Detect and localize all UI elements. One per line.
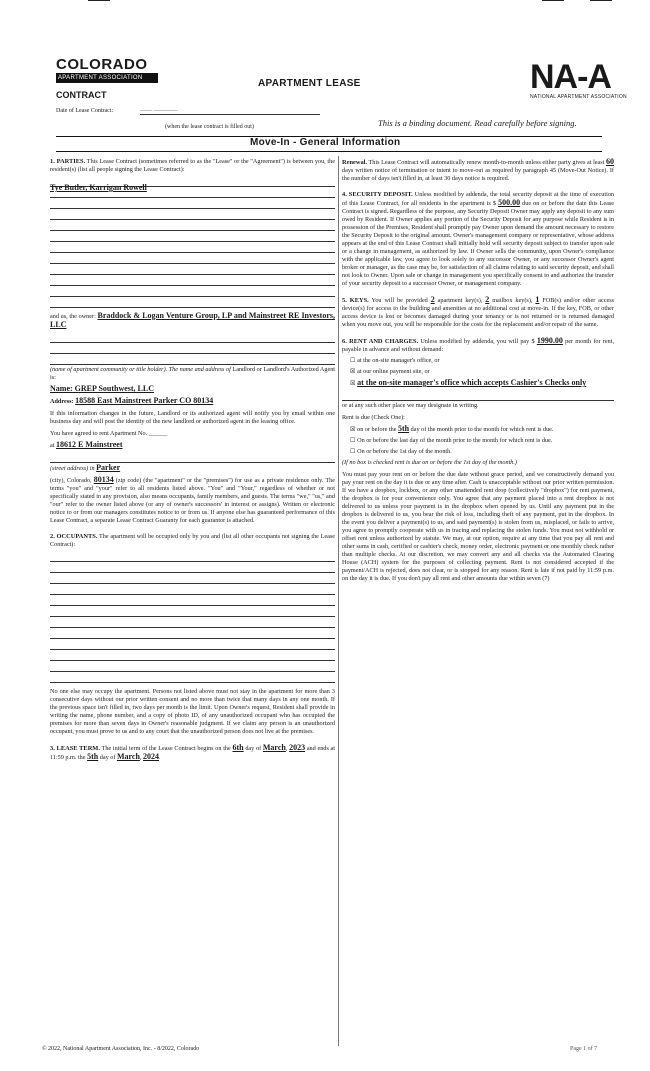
blank-line[interactable] [50,563,335,573]
rent-due-heading: Rent is due (Check One): [342,414,405,421]
blank-line[interactable] [50,221,335,231]
owner-value[interactable]: Braddock & Logan Venture Group, LP and Mainstreet RE Investors, LLC [50,311,335,329]
fob-count[interactable]: 1 [535,295,540,304]
rent-option-3[interactable]: ☒ at the on-site manager's office which accepts Cashier's Checks only [350,378,587,387]
apartment-number-line: You have agreed to rent Apartment No. ______ [50,430,168,437]
column-divider [338,156,339,1046]
rent-heading: 6. RENT AND CHARGES. [342,338,419,345]
occupants-section [50,533,335,549]
blank-line[interactable] [50,232,335,242]
renewal-section: Renewal. This Lease Contract will automatically renew month-to-month unless either party gives at least 60 days written notice of termination or intent to move-out as required by paragraph 45 (Move-Out Notice). If the number of days isn't filled in, at least 30 days notice is required. [342,157,615,182]
top-rule [542,0,564,1]
deposit-heading: 4. SECURITY DEPOSIT. [342,191,413,198]
blank-line[interactable] [50,210,335,220]
deposit-section: 4. SECURITY DEPOSIT. Unless modified by addenda, the total security deposit at the time of execution of this Lease Contract, for all residents in the apartment is $ 500.00 due on or before the date this Lease Contract is signed. Regardless of the purpose, any Security Deposit Owner may apply any deposit to any sum owed by Resident. If Owner applies any portion of the Security Deposit for any purpose while Resident is in possession of the Premises, Resident shall promptly pay Owner upon demand the amount necessary to restore the Security Deposit to the original amount. Owner's management company or representative, whose address appears at the end of this Lease Contract shall initially hold will security deposit subject to transfer upon sale or a change in management, as authorized by law. If Owner sells the community, upon Owner's compliance with the applicable law, you agree to look solely to any successor Owner, or any successor Owner's agent broker or manager, as the case may be, for satisfaction of all claims relating to said security deposit, and shall not look to Owner. Upon sale or change in management you specifically consent to and authorize the transfer of your security deposit to a successor Owner, or management company. [342,191,615,287]
lease-term-section: 3. LEASE TERM. The initial term of the Lease Contract begins on the 6th day of March, 2023 and ends at 11:59 p.m. the 5th day of March, 2024. [50,743,335,761]
rent-body: You must pay your rent on or before the due date without grace period, and we constructively demand you pay your rent on the day it is due or any time after. Cash is unacceptable without our prior written permission. If we have a dropbox, lockbox, or any other unattended rent drop (collectively "dropbox") for rent payment, the dropbox is for your convenience only. You agree that any payment placed into a rent dropbox is not delivered to us unless your payment is in the dropbox when opened by us. Until any payment put in the dropbox is delivered to us, you bear the risk of loss, including theft of any payment, put in the dropbox. In the event you deliver a payment(s) to us, and said payment(s) is stolen from us, misplaced, or fails to arrive, you agree to promptly cooperate with us in tracing and replacing the stolen funds. You must not withhold or offset rent unless authorized by statute. We may, at our option, require at any time that you pay all rent and other sums in cash, certified or cashier's check, money order, electronic payment or one monthly check rather than multiple checks. At our discretion, we may convert any and all checks via the Automated Clearing House (ACH) system for the purposes of collecting payment. Rent is not considered accepted if the payment/ACH is rejected, does not clear, or is stopped for any reason. Rent is late if not paid by 11:59 p.m. on the day it is due. If you don't pay all rent and other amounts due within seven (7) [342,471,614,582]
apartment-keys-count[interactable]: 2 [430,295,435,304]
begin-day[interactable]: 6th [232,743,244,752]
rent-due-option-2[interactable]: ☐ On or before the last day of the month prior to the month for which rent is due. [350,437,553,444]
rent-due-option-3[interactable]: ☐ On or before the 1st day of the month. [350,448,452,455]
section-title: Move-In - General Information [250,137,401,148]
logo-association-bar: APARTMENT ASSOCIATION [56,73,158,83]
blank-line[interactable] [50,355,335,365]
naa-logo: NA-A [530,58,611,96]
change-notice: If this information changes in the future, Landlord or its authorized agent will notify you by email within one business day and will post the identity of the new landlord or authorized agent in the leasing office. [50,410,335,425]
blank-line[interactable] [50,651,335,661]
rent-due-note: (If no box is checked rent is due on or before the 1st day of the month.) [342,459,517,466]
rent-option-tail: or at any such other place we may designate in writing. [342,402,479,409]
blank-line[interactable] [50,333,335,343]
parties-heading: 1. PARTIES. [50,158,86,165]
mailbox-keys-count[interactable]: 2 [485,295,490,304]
footer-copyright: © 2022, National Apartment Association, Inc. - 8/2022, Colorado [42,1046,200,1052]
binding-notice: This is a binding document. Read carefully before signing. [378,118,577,128]
blank-line[interactable] [50,552,335,562]
end-month[interactable]: March [116,752,140,761]
occupants-rule: No one else may occupy the apartment. Persons not listed above must not stay in the apartment for more than 3 consecutive days without our prior written consent and no more than twice that many days in any one month. If the previous space isn't filled in, two days per month is the limit. Upon Owner's request, Resident shall provide in writing the name, phone number, and a copy of photo ID, of any unauthorized occupant who has occupied the premises for more than seven days in Owner's reasonable judgment. If we claim any person is an unauthorized occupant, you must prove to us and to any court that the unauthorized person does not live at the premises. [50,688,335,735]
blank-line[interactable] [50,662,335,672]
keys-section: 5. KEYS. You will be provided 2 apartment key(s), 2 mailbox key(s), 1 FOB(s) and/or other access device(s) for access to the building and amenities at no additional cost at move-in. If the key, FOB, or other access device is lost or becomes damaged during your tenancy or is not returned or is returned damaged when you move out, you will be responsible for the costs for the replacement and/or repair of the same. [342,295,615,328]
rent-due-option-1[interactable]: ☒ on or before the 5th day of the month prior to the month for which rent is due. [350,424,554,433]
end-day[interactable]: 5th [87,752,99,761]
parties-text: This Lease Contract (sometimes referred to as the "Lease" or the "Agreement") is between you, the resident(s) (list all people signing the Lease Contract): [50,158,335,173]
blank-line[interactable] [342,391,614,401]
renewal-heading: Renewal. [342,159,368,166]
blank-line[interactable] [50,673,335,683]
logo-contract: CONTRACT [56,90,107,100]
begin-year[interactable]: 2023 [289,743,306,752]
blank-line[interactable] [50,298,335,308]
blank-line[interactable] [50,265,335,275]
blank-line[interactable] [50,254,335,264]
footer-page-number: Page 1 of 7 [570,1046,598,1052]
agent-name [50,385,335,394]
owner-note: (name of apartment community or title holder). The name and address of Landlord or Landlord's Authorized Agent is: [50,366,336,381]
agent-line: Landlord or Landlord's Authorized Agent is: [50,366,336,381]
zip-line: (city), Colorado, 80134 (zip code) (the "apartment" or the "premises") for use as a private residence only. The terms "you" and "your" refer to all residents listed above. "You" and "Your," regardless of whether or not specifically stated in any provision, also means occupants, family members, and guests. The terms "we," "us," and "our" refer to the owner listed above (or any of owner's successors' in interest or assigns). Written or electronic notice to or from our managers constitutes notice to or from us. If anyone else has guaranteed performance of this Lease Contract, a separate Lease Contract Guaranty for each guarantor is attached. [50,475,335,524]
right-column [342,158,614,586]
blank-line[interactable] [50,607,335,617]
blank-line[interactable] [50,453,335,463]
blank-line[interactable] [50,585,335,595]
street-note-line: (street address) in Parker [50,463,121,472]
rent-option-2[interactable]: ☒ at our online payment site, or [350,368,430,375]
blank-line[interactable] [50,640,335,650]
agent-name-value[interactable]: Name: GREP Southwest, LLC [50,384,155,393]
blank-line[interactable] [50,276,335,286]
blank-line[interactable] [50,287,335,297]
deposit-amount[interactable]: 500.00 [498,198,521,207]
residents-line[interactable] [50,177,335,192]
blank-line[interactable] [50,243,335,253]
top-rule [88,0,110,1]
date-label: Date of Lease Contract: [56,108,114,114]
naa-logo-sub: NATIONAL APARTMENT ASSOCIATION [530,94,627,100]
left-column [50,158,335,765]
occupants-heading: 2. OCCUPANTS. [50,533,98,540]
rent-due-day[interactable]: 5th [398,424,410,433]
top-rule [590,0,612,1]
renewal-days[interactable]: 60 [606,157,615,166]
rent-section: 6. RENT AND CHARGES. Unless modified by addenda, you will pay $ 1990.00 per month for rent, payable in advance and without demand: [342,336,615,353]
owner-prefix: and us, the owner: [50,313,96,320]
blank-line[interactable] [50,596,335,606]
blank-line[interactable] [50,618,335,628]
occupants-text: The apartment will be occupied only by you and (list all other occupants not signing the Lease Contract): [50,533,336,548]
begin-month[interactable]: March [262,743,286,752]
date-note: (when the lease contract is filled out) [165,124,254,130]
blank-line[interactable] [50,344,335,354]
rent-option-1[interactable]: ☐ at the on-site manager's office, or [350,357,440,364]
lease-term-heading: 3. LEASE TERM. [50,745,100,752]
zip-value[interactable]: 80134 [93,475,114,484]
blank-line[interactable] [50,574,335,584]
agent-address: Address: 18588 East Mainstreet Parker CO 80134 [50,396,214,405]
city-value[interactable]: Parker [96,463,121,472]
date-field[interactable]: —— ———— [140,108,320,115]
parties-section [50,158,335,174]
document-title: APARTMENT LEASE [258,78,361,89]
residents-value: Tye Butler, Karrigan Rowell [50,183,147,192]
street-value[interactable]: 18612 E Mainstreet [56,440,123,449]
street-line: at 18612 E Mainstreet [50,440,123,449]
end-year[interactable]: 2024 [143,752,159,761]
blank-line[interactable] [50,629,335,639]
logo-state: COLORADO [56,56,148,73]
blank-line[interactable] [50,199,335,209]
agent-address-value[interactable]: 18588 East Mainstreet Parker CO 80134 [75,396,214,405]
keys-heading: 5. KEYS. [342,297,369,304]
rent-amount[interactable]: 1990.00 [536,336,563,345]
owner-line [50,312,335,330]
